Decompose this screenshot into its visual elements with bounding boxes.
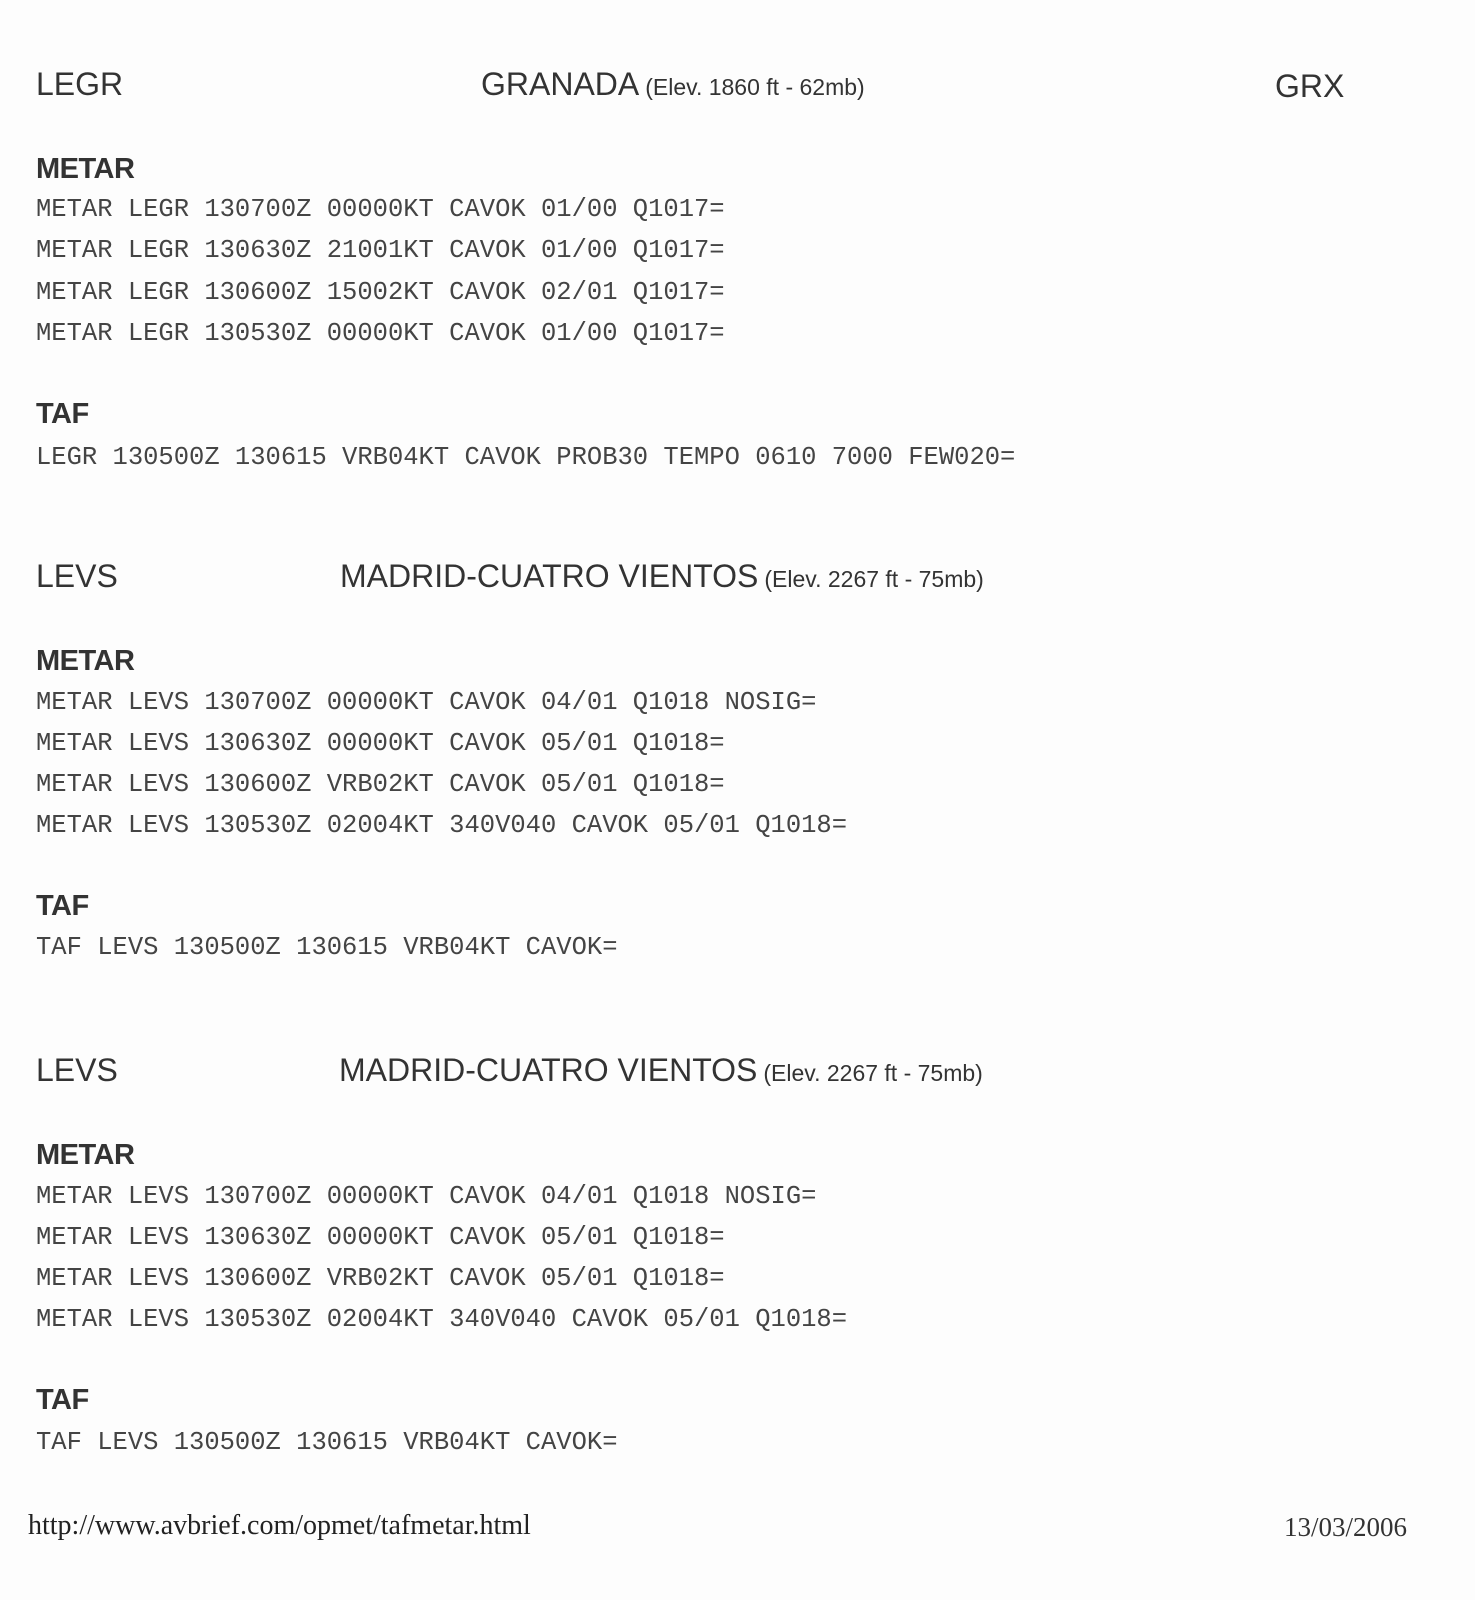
footer-url: http://www.avbrief.com/opmet/tafmetar.html [28, 1510, 531, 1541]
station-elevation: (Elev. 1860 ft - 62mb) [645, 74, 865, 100]
station-elevation: (Elev. 2267 ft - 75mb) [764, 566, 984, 592]
station-title [481, 66, 865, 103]
metar-heading: METAR [36, 153, 135, 185]
metar-line: METAR LEGR 130530Z 00000KT CAVOK 01/00 Q1017= [36, 319, 725, 348]
taf-line: TAF LEVS 130500Z 130615 VRB04KT CAVOK= [36, 1428, 618, 1457]
taf-heading: TAF [36, 398, 89, 430]
icao-code: LEVS [36, 1052, 118, 1088]
station-section-legr [0, 60, 1475, 540]
metar-line: METAR LEVS 130630Z 00000KT CAVOK 05/01 Q1018= [36, 1223, 725, 1252]
station-section-levs [0, 552, 1475, 1032]
metar-line: METAR LEVS 130530Z 02004KT 340V040 CAVOK 05/01 Q1018= [36, 811, 848, 840]
metar-line: METAR LEVS 130630Z 00000KT CAVOK 05/01 Q1018= [36, 729, 725, 758]
station-section-levs-repeat [0, 1046, 1475, 1526]
metar-line: METAR LEVS 130700Z 00000KT CAVOK 04/01 Q1018 NOSIG= [36, 688, 817, 717]
taf-heading: TAF [36, 1384, 89, 1416]
station-name: MADRID-CUATRO VIENTOS [340, 558, 759, 594]
iata-code: GRX [1275, 68, 1345, 104]
station-name: GRANADA [481, 66, 640, 102]
metar-line: METAR LEVS 130530Z 02004KT 340V040 CAVOK 05/01 Q1018= [36, 1305, 848, 1334]
metar-line: METAR LEGR 130630Z 21001KT CAVOK 01/00 Q1017= [36, 236, 725, 265]
metar-line: METAR LEVS 130600Z VRB02KT CAVOK 05/01 Q1018= [36, 1264, 725, 1293]
taf-line: LEGR 130500Z 130615 VRB04KT CAVOK PROB30 TEMPO 0610 7000 FEW020= [36, 443, 1016, 472]
station-name: MADRID-CUATRO VIENTOS [339, 1052, 758, 1088]
taf-heading: TAF [36, 890, 89, 922]
station-title [340, 558, 984, 595]
icao-code: LEVS [36, 558, 118, 594]
icao-code: LEGR [36, 66, 124, 102]
metar-heading: METAR [36, 645, 135, 677]
metar-line: METAR LEGR 130600Z 15002KT CAVOK 02/01 Q1017= [36, 278, 725, 307]
footer-date: 13/03/2006 [1284, 1512, 1408, 1542]
station-elevation: (Elev. 2267 ft - 75mb) [763, 1060, 983, 1086]
metar-heading: METAR [36, 1139, 135, 1171]
station-title [339, 1052, 983, 1089]
metar-line: METAR LEVS 130600Z VRB02KT CAVOK 05/01 Q1018= [36, 770, 725, 799]
taf-line: TAF LEVS 130500Z 130615 VRB04KT CAVOK= [36, 933, 618, 962]
metar-line: METAR LEVS 130700Z 00000KT CAVOK 04/01 Q1018 NOSIG= [36, 1182, 817, 1211]
metar-line: METAR LEGR 130700Z 00000KT CAVOK 01/00 Q1017= [36, 195, 725, 224]
